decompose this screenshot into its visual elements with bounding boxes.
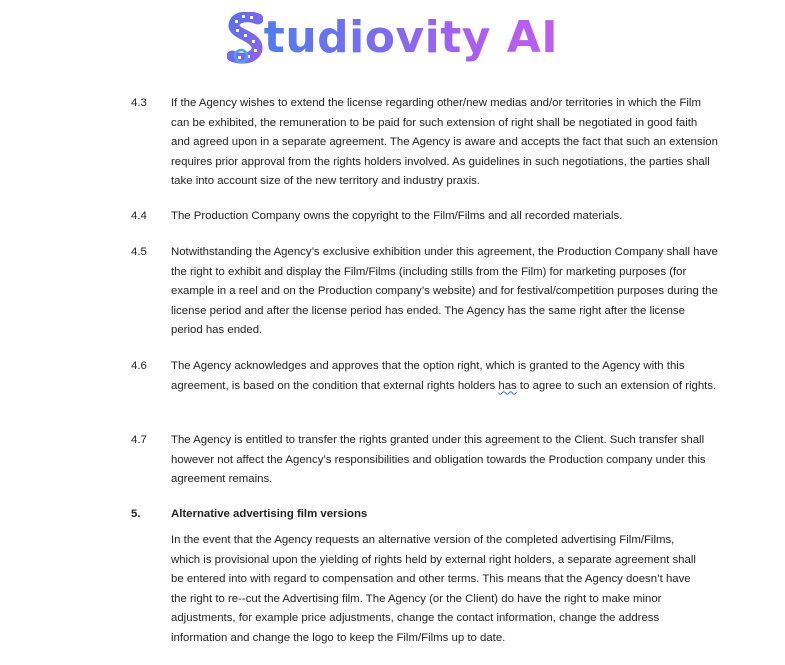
clause-4-5: [0, 243, 785, 343]
studiovity-logo: [0, 8, 785, 68]
section-text: In the event that the Agency requests an alternative version of the completed advertising Film/Films, which is provisional upon the yielding of rights held by external right holders, a separate agreement shall be entered into with regard to compensation and other terms. This means that the Agency doesn’t have the right to re--cut the Advertising film. The Agency (or the Client) do have the right to make minor adjustments, for example price adjustments, change the contact information, change the address information and change the logo to keep the Film/Films up to date.: [171, 534, 696, 644]
clause-4-3: [0, 94, 785, 194]
clause-number: 4.7: [131, 434, 147, 446]
clause-text: Notwithstanding the Agency’s exclusive exhibition under this agreement, the Production Company shall have the right to exhibit and display the Film/Films (including stills from the Film) for marketing purposes (for example in a reel and on the Production company’s website) and for festival/competition purposes during the license period and after the license period has ended. The Agency has the same right after the license period has ended.: [171, 246, 718, 337]
logo-wordmark: tudiovity AI: [263, 12, 559, 63]
section-number: 5.: [131, 508, 141, 520]
clause-text: If the Agency wishes to extend the license regarding other/new medias and/or territories in which the Film can be exhibited, the remuneration to be paid for such extension of right shall be negotiated in good faith and agreed upon in a separate agreement. The Agency is aware and accepts the fact that such an extension requires prior approval from the rights holders involved. As guidelines in such negotiations, the parties shall take into account size of the new territory and industry praxis.: [171, 97, 718, 188]
grammar-flagged-word[interactable]: has: [498, 379, 517, 392]
clause-number: 4.3: [131, 97, 147, 109]
clause-4-4: [0, 207, 785, 227]
section-5-heading: [0, 505, 785, 525]
clause-text-part: to agree to such an extension of rights.: [516, 379, 717, 392]
clause-text-part: The Agency acknowledges and approves that the option right, which is granted to the Agency with this agreement, is based on the condition that external rights holders: [171, 360, 685, 392]
section-5-body: [0, 531, 785, 661]
clause-text: The Production Company owns the copyright to the Film/Films and all recorded materials.: [171, 210, 623, 222]
clause-number: 4.4: [131, 210, 147, 222]
clause-number: 4.6: [131, 360, 147, 372]
clause-text: [171, 357, 719, 396]
film-strip-s-logo-icon: [227, 12, 263, 64]
clause-number: 4.5: [131, 246, 147, 258]
section-title: Alternative advertising film versions: [171, 508, 368, 520]
clause-4-7: [0, 431, 785, 491]
clause-4-6: [0, 357, 785, 417]
clause-text: The Agency is entitled to transfer the rights granted under this agreement to the Client. Such transfer shall however not affect the Agency’s responsibilities and obligation towards the Production company under this agreement remains.: [171, 434, 706, 486]
